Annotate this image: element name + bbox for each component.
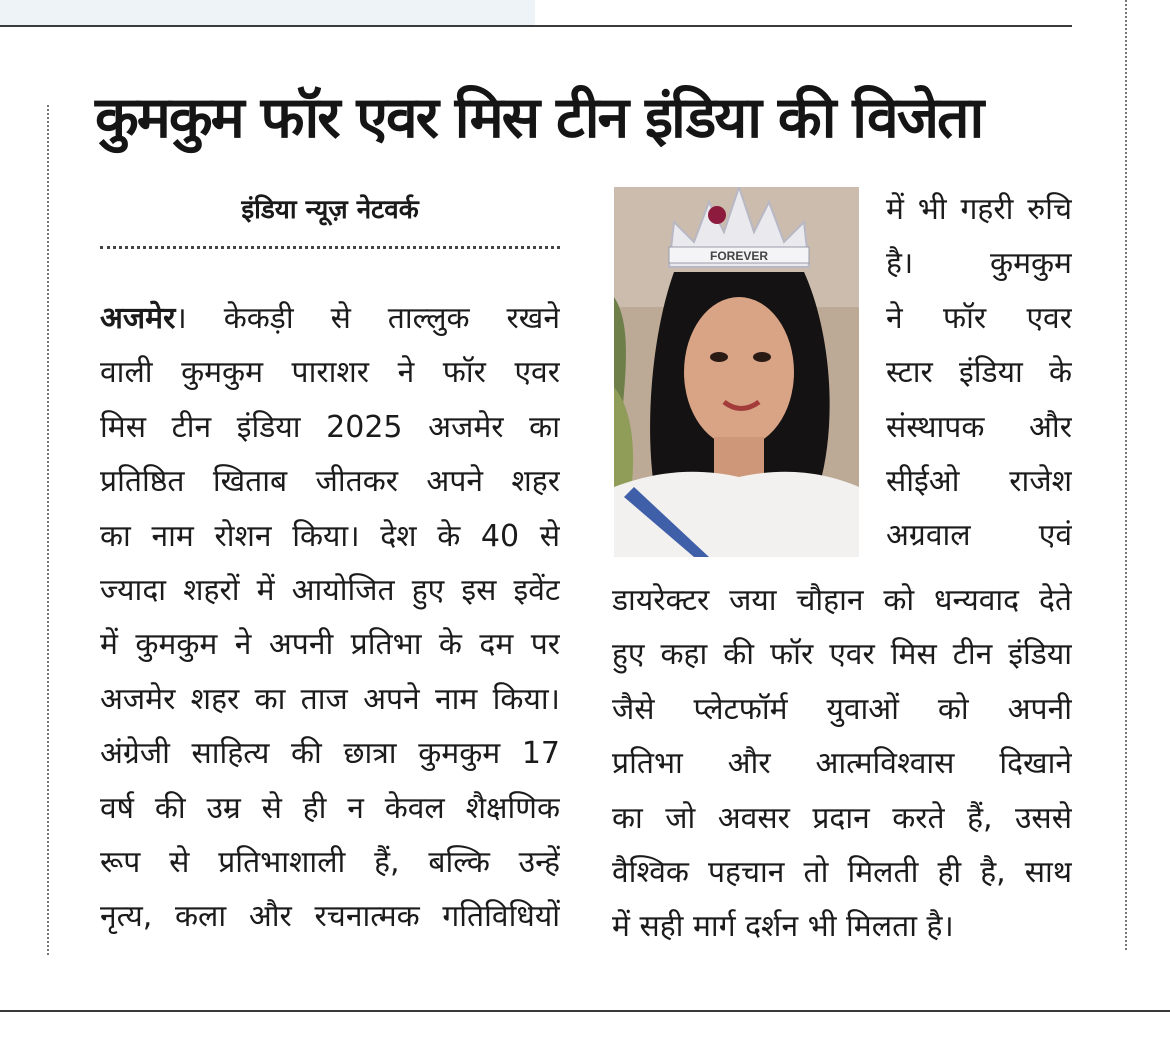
article-line: में कुमकुम ने अपनी प्रतिभा के दम पर [100, 627, 560, 663]
article-line: का जो अवसर प्रदान करते हैं, उससे [612, 800, 1072, 836]
left-column-divider [47, 105, 49, 955]
article-line: मिस टीन इंडिया 2025 अजमेर का [100, 409, 560, 445]
portrait-image [614, 187, 859, 557]
article-line: का नाम रोशन किया। देश के 40 से [100, 518, 560, 554]
crown-label: FOREVER [709, 249, 769, 263]
article-right-column-top [886, 183, 1072, 564]
article-photo [614, 187, 859, 557]
article-line: जैसे प्लेटफॉर्म युवाओं को अपनी [612, 691, 1072, 727]
article-right-column-bottom [612, 574, 1072, 955]
article-line: अंग्रेजी साहित्य की छात्रा कुमकुम 17 [100, 736, 560, 772]
bottom-rule [0, 1010, 1170, 1012]
face [684, 297, 794, 447]
top-shade [0, 0, 535, 26]
crown-gem [708, 206, 726, 224]
article-line: वर्ष की उम्र से ही न केवल शैक्षणिक [100, 790, 560, 826]
article-line: में भी गहरी रुचि [886, 192, 1072, 227]
article-left-column [100, 292, 560, 945]
right-column-divider [1125, 0, 1127, 950]
dateline: अजमेर [100, 301, 176, 336]
article-line-text: केकड़ी से ताल्लुक रखने [223, 301, 560, 336]
headline: कुमकुम फॉर एवर मिस टीन इंडिया की विजेता [95, 85, 983, 151]
article-line: अजमेर शहर का ताज अपने नाम किया। [100, 681, 560, 717]
article-line: हुए कहा की फॉर एवर मिस टीन इंडिया [612, 637, 1072, 673]
article-line: वैश्विक पहचान तो मिलती ही है, साथ [612, 854, 1072, 890]
byline-divider [100, 246, 560, 249]
top-rule [0, 25, 1072, 27]
article-line: प्रतिभा और आत्मविश्वास दिखाने [612, 746, 1072, 782]
article-line: है। कुमकुम [886, 246, 1072, 282]
article-line: में सही मार्ग दर्शन भी मिलता है। [612, 909, 954, 945]
article-line: सीईओ राजेश [886, 463, 1072, 499]
article-line: संस्थापक और [886, 409, 1072, 445]
article-line: वाली कुमकुम पाराशर ने फॉर एवर [100, 355, 560, 391]
article-line: नृत्य, कला और रचनात्मक गतिविधियों [100, 899, 560, 935]
article-line: डायरेक्टर जया चौहान को धन्यवाद देते [612, 583, 1072, 618]
article-line: अजमेर। केकड़ी से ताल्लुक रखने [100, 301, 560, 336]
article-line: ज्यादा शहरों में आयोजित हुए इस इवेंट [100, 572, 560, 608]
article-line: अग्रवाल एवं [886, 518, 1072, 554]
article-line: ने फॉर एवर [886, 300, 1072, 336]
article-line: स्टार इंडिया के [886, 355, 1072, 391]
article-line: रूप से प्रतिभाशाली हैं, बल्कि उन्हें [100, 844, 560, 880]
byline: इंडिया न्यूज़ नेटवर्क [241, 195, 419, 225]
article-line: प्रतिष्ठित खिताब जीतकर अपने शहर [100, 464, 560, 500]
